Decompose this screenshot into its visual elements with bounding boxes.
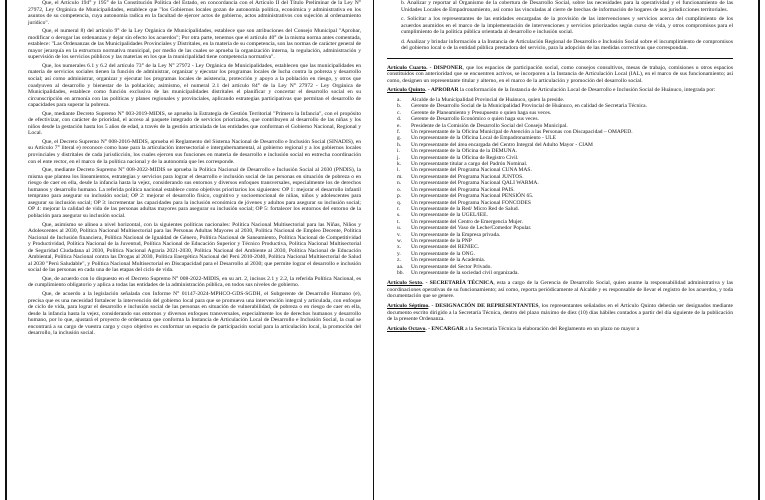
member-text: Un representante de la Academia. [411, 257, 486, 264]
member-letter: r. [397, 205, 400, 212]
member-text: Un representante de la Red/ Micro Red de Salud. [411, 205, 519, 212]
member-text: Un representante del Programa Nacional FONCODES [411, 199, 531, 206]
paragraph-6 [28, 167, 361, 219]
member-letter: i. [397, 148, 400, 155]
article-7-heading: Artículo Séptimo [387, 303, 429, 310]
member-letter: q. [397, 199, 402, 206]
article-8-lead: . - ENCARGAR [425, 325, 464, 332]
article-4 [387, 65, 733, 85]
member-letter: bb. [397, 269, 404, 276]
member-letter: u. [397, 225, 402, 232]
member-letter: m. [397, 173, 403, 180]
member-text: Un representante de la PNP [411, 237, 472, 244]
member-letter: n. [397, 180, 402, 187]
column-divider [373, 0, 374, 500]
member-letter: f. [397, 129, 401, 136]
member-letter: z. [397, 257, 401, 264]
member-text: Un representante de la Oficina Local de Empadronamiento - ULE [411, 135, 556, 142]
article-6-text: , esta a cargo de la Gerencia de Desarrollo Social, quien asume la responsabilidad administrativa y las coordinaciones operativas de su funcionamiento; así como, reporta periódicamente al Alcalde y es responsable de llevar el registro de los acuerdos, y toda documentación que se genere. [387, 280, 734, 300]
article-8-text: a la Secretaría Técnica la elaboración del Reglamento en un plazo no mayor a [463, 325, 640, 332]
right-border-rule [758, 0, 760, 500]
article-5 [387, 87, 733, 94]
paragraph-7 [28, 222, 361, 274]
article-5-lead: . - APROBAR [425, 87, 459, 94]
article-6-lead: . - SECRETARÍA TÉCNICA [422, 280, 494, 287]
function-item: b. Analizar y reportar al Organismo de la cobertura de Desarrollo Social, sobre las necesidades para la operatividad y el funcionamiento de las Unidades Locales de Empadronamiento, así como las vinculadas al cierre de brechas de información de hogares de sus jurisdicciones territoriales. [401, 0, 733, 13]
members-list [387, 97, 733, 276]
member-text: Un representante del Sector Privado. [411, 263, 492, 270]
member-text: Un representante de la ONG. [411, 250, 475, 257]
member-letter: l. [397, 167, 400, 174]
right-column [387, 0, 733, 335]
member-letter: h. [397, 141, 402, 148]
paragraph-4-text: Que, mediante Decreto Supremo N° 003-2019-MIDIS, se aprueba la Estrategia de Gestión Territorial "Primero la Infancia", con el propósito de efectivizar, con carácter de prioridad, el acceso al paquete integrado de servicios priorizados, que contribuyen al desarrollo de las niñas y los niños desde la gestación hasta los 5 años de edad, a través de la gestión articulada de las entidades que conforman el Gobierno Nacional, Regional y Local. [28, 110, 361, 137]
member-text: Un representante de la Oficina Municipal de Atención a las Personas con Discapacidad – OMAPED. [411, 129, 633, 136]
member-text: Un representante del RENIEC. [411, 244, 480, 251]
member-text: Un representante del Programa Nacional PAIS. [411, 186, 515, 193]
member-text: Un representante de la Oficina de Registro Civil. [411, 154, 519, 161]
article-5-heading: Artículo Quinto [387, 87, 426, 94]
paragraph-8-text: Que, de acuerdo con lo dispuesto en el Decreto Supremo N° 008-2022-MIDIS, en su art. 2, incisos 2.1 y 2.2, la referida Política Nacional, es de cumplimiento obligatorio y aplica a todas las entidades de la administración pública, en todos sus niveles de gobierno. [28, 275, 361, 289]
member-letter: c. [397, 109, 401, 116]
member-text: Un representante del Programa Nacional CUNA MAS. [411, 167, 532, 174]
article-8-heading: Artículo Octavo [387, 325, 426, 332]
article-4-heading: Artículo Cuarto [387, 64, 427, 71]
paragraph-1 [28, 0, 361, 26]
article-6 [387, 280, 733, 300]
member-letter: j. [397, 154, 400, 161]
member-letter: d. [397, 116, 402, 123]
member-text: Un representante del Vaso de Leche/Comedor Popular. [411, 225, 532, 232]
function-item: c. Solicitar a los representantes de las entidades encargadas de la provisión de las intervenciones y servicios acerca del cumplimiento de los acuerdos asumidos en el marco de la implementación de intervenciones y servicios priorizados según curso de vida, y otros compromisos para el cumplimiento de la política pública orientada al desarrollo e inclusión social. [401, 16, 733, 36]
member-letter: o. [397, 186, 402, 193]
article-5-text: la conformación de la Instancia de Articulación Local de Desarrollo e Inclusión Social de Huánuco, integrada por: [458, 87, 716, 94]
paragraph-6-text: Que, mediante Decreto Supremo N° 008-2022-MIDIS se aprueba la Política Nacional de Desarrollo e Inclusión Social al 2030 (PNDIS), la misma que plantea los lineamientos, estrategias y servicios para lograr el desarrollo e inclusión social de las personas en situación de pobreza o en riesgo de caer en ella, desde la infancia hasta la vejez, considerando sus entornos y diversos enfoques transversales, especialmente los de derechos humanos y desarrollo humano. La referida política nacional establece como objetivos prioritarios los siguientes: OP 1: mejorar el desarrollo infantil temprano para asegurar su inclusión social; OP 2: mejorar el desarrollo físico, cognitivo y socioemocional de niñas, niños y adolescentes para asegurar su inclusión social; OP 3: incrementar las capacidades para la inclusión económica de jóvenes y adultos para asegurar su inclusión social; OP 4: mejorar la calidad de vida de las personas adultas mayores para asegurar su inclusión social; OP 5: fortalecer los entornos del entorno de la población para asegurar su inclusión social. [28, 167, 361, 219]
member-text: Gerente de Desarrollo Económico o quien haga sus veces. [411, 116, 539, 123]
member-text: Un representante de la UGEL/IEE. [411, 212, 488, 219]
left-column [28, 0, 361, 339]
article-7 [387, 303, 733, 323]
member-letter: b. [397, 103, 402, 110]
left-border-rule [5, 0, 7, 500]
paragraph-8 [28, 276, 361, 289]
member-letter: e. [397, 122, 401, 129]
article-7-lead: . - DESIGNACIÓN DE REPRESENTANTES [428, 303, 539, 310]
article-7-text: , los representantes señalados en el Artículo Quinto deberán ser designados mediante documento escrito dirigido a la Secretaría Técnica, dentro del plazo máximo de diez (10) días hábiles contados a partir del día siguiente de la publicación de la presente Ordenanza. [387, 303, 734, 323]
member-letter: aa. [397, 263, 404, 270]
article-8 [387, 326, 733, 333]
paragraph-7-text: Que, asimismo se alinea a nivel horizontal, con la siguientes políticas nacionales: Política Nacional Multisectorial para las Niñas, Niños y Adolescentes al 2030, Política Nacional Multisectorial para las Personas Adultas Mayores al 2030, Política Nacional de Empleo Decente, Política Nacional de Inclusión financiera, Política Nacional de Igualdad de Género, Política Nacional de Saneamiento, Política Nacional de Competitividad y Productividad, Política Nacional de la Juventud, Política Nacional de Educación Superior y Técnico Productiva, Política Nacional Multisectorial de Seguridad Ciudadana al 2030, Política Nacional Agraria 2021-2030, Política Nacional del Ambiente al 2030, Política Nacional de Educación Ambiental, Política Nacional contra las Drogas al 2030, Política Energética Nacional del Perú 2010-2040, Política Nacional Multisectorial de Salud al 2030 "Perú Saludable", y Política Nacional Multisectorial en Discapacidad para el Desarrollo al 2030; que permite lograr el desarrollo e inclusión social de las personas en cada una de las etapas del ciclo de vida. [28, 221, 361, 274]
member-letter: a. [397, 97, 401, 104]
paragraph-9 [28, 291, 361, 337]
member-letter: p. [397, 193, 402, 200]
paragraph-5-text: Que, el Decreto Supremo N° 008-2016-MIDIS, aprueba el Reglamento del Sistema Nacional de Desarrollo e Inclusión Social (SINADIS), en su Artículo 7° literal e) reconoce como base para la articulación intersectorial e intergubernamental, al gobierno regional y a los gobiernos locales provinciales y distritales de cada jurisdicción, los cuales ejercen sus funciones en materia de desarrollo e inclusión social en estrecha coordinación con el ente rector, en el marco de la política nacional y de la autonomía que les corresponde. [28, 138, 361, 165]
member-letter: k. [397, 161, 402, 168]
functions-list [387, 0, 733, 59]
paragraph-9-text: Que, de acuerdo a la legislación señalada con Informe N° 01147-2024-MPHCO-GDS-SGDH, el Subgerente de Desarrollo Humano (e), precisa que es una necesidad fortalecer la intervención del gobierno local para que se promueva una intervención integral y articulada, con enfoque de ciclo de vida, para lograr el desarrollo e inclusión social de las personas en situación de vulnerabilidad, de pobreza o en riesgo de caer en ella, desde la infancia hasta la vejez, considerando sus entornos y diversos enfoques transversales, especialmente los de derechos humanos y desarrollo humano, por lo que, ajustará el proyecto de ordenanza que conforma la Instancia de Articulación Local de Desarrollo e Inclusión Social, la cual se encontrará a su cargo de vuestra cargo y cuyo objetivo es conformar un espacio de participación social para la articulación local, la promoción del desarrollo, la inclusión social. [28, 290, 361, 337]
article-4-text: , que los espacios de participación social, como consejos consultivos, mesas de trabajo, comisiones u otros espacios constituidos con anterioridad que se encuentren activos, se incorporen a la Instancia de Articulación Local (IAL), en el marco de sus funcionamiento; así como, designen un representante titular y alterno, en el marco de la articulación y promoción del desarrollo social. [387, 64, 733, 84]
member-letter: s. [397, 212, 401, 219]
member-text: Un representante del Programa Nacional QALI WARMA. [411, 180, 539, 187]
function-item: d. Analizar y brindar información a la Instancia de Articulación Regional de Desarrollo e Inclusión Social sobre el incumplimiento de compromisos del gobierno local o de la entidad pública prestadora del servicio, para la adopción de las medidas correctivas que correspondan. [401, 38, 733, 52]
member-text: Gerente de Desarrollo Social de la Municipalidad Provincial de Huánuco, en calidad de Secretaria Técnica. [411, 103, 647, 110]
article-6-heading: Artículo Sexto [387, 280, 423, 287]
paragraph-3 [28, 63, 361, 109]
member-text: Presidente de la Comisión de Desarrollo Social del Consejo Municipal. [411, 122, 568, 129]
member-text: Un representante de la Oficina de la DEMUNA. [411, 148, 517, 155]
member-letter: w. [397, 237, 402, 244]
paragraph-5 [28, 139, 361, 165]
member-text: Un representante de la Empresa privada. [411, 231, 501, 238]
member-letter: x. [397, 244, 402, 251]
member-text: Un representante del área encargada del Centro Integral del Adulto Mayor - CIAM [411, 141, 593, 148]
paragraph-1-text: Que, el Artículo 194° y 195° de la Constitución Política del Estado, en concordancia con el Artículo II del Título Preliminar de la Ley N° 27972, Ley Orgánica de Municipalidades, establece que "los Gobiernos locales gozan de autonomía política, económica y administrativa en los asuntos de su competencia, cuya autonomía radica en la facultad de ejercer actos de gobierno, actos administrativos con sujeción al ordenamiento jurídico". [28, 0, 361, 26]
paragraph-2-text: Que, el numeral 8) del artículo 9° de la Ley Orgánica de Municipalidades, establece que son atribuciones del Consejo Municipal "Aprobar, modificar o derogar las ordenanzas y dejar sin efecto los acuerdos"; Por otra parte, tenemos que el artículo 40° de la misma norma antes comentada, establece: "Las Ordenanzas de las Municipalidades Provinciales y Distritales, en la materia de su competencia, son las normas de carácter general de mayor jerarquía en la estructura normativa municipal, por medio de las cuales se aprueba la organización interna, la regulación, administración y supervisión de los servicios públicos y las materias en los que la municipalidad tiene competencia normativa". [28, 28, 361, 61]
member-letter: v. [397, 231, 401, 238]
article-4-lead: . - DISPONER [426, 64, 463, 71]
member-text: Gerente de Planeamiento y Presupuesto o quien haga sus veces. [411, 109, 552, 116]
member-letter: t. [397, 218, 400, 225]
member-text: Un representante de la sociedad civil organizada. [411, 269, 519, 276]
member-letter: y. [397, 250, 401, 257]
member-text: Un representante del Programa Nacional JUNTOS. [411, 173, 524, 180]
member-text: Un representante titular a cargo del Padrón Nominal. [411, 161, 528, 168]
paragraph-2 [28, 28, 361, 61]
member-text: Alcalde de la Municipalidad Provincial de Huánuco, quien la preside. [411, 97, 565, 104]
paragraph-3-text: Que, los numerales 6.1 y 6.2 del artículo 73° de la Ley N° 27972 - Ley Orgánica de Municipalidades, establecen que las municipalidades en materia de servicios sociales tienen la función de administrar, organizar y ejecutar los programas locales de lucha contra la pobreza y desarrollo social; así como administrar, organizar y ejecutar los programas locales de asistencia, protección y apoyo a la población en riesgo, y otros que coadyuven al desarrollo y bienestar de la población; asimismo, el numeral 2.1 del artículo 84° de la Ley N° 27972 - Ley Orgánica de Municipalidades, establece como función exclusiva de las municipalidades distritales el planificar y concertar el desarrollo social en su circunscripción en armonía con las políticas y planes regionales y provinciales, aplicando estrategias participativas que permitan el desarrollo de capacidades para superar la pobreza. [28, 62, 361, 109]
member-text: Un representante del Centro de Emergencia Mujer. [411, 218, 523, 225]
paragraph-4 [28, 111, 361, 137]
member-item [397, 270, 733, 276]
member-text: Un representante del Programa Nacional PENSIÓN 65. [411, 193, 534, 200]
member-letter: g. [397, 135, 402, 142]
